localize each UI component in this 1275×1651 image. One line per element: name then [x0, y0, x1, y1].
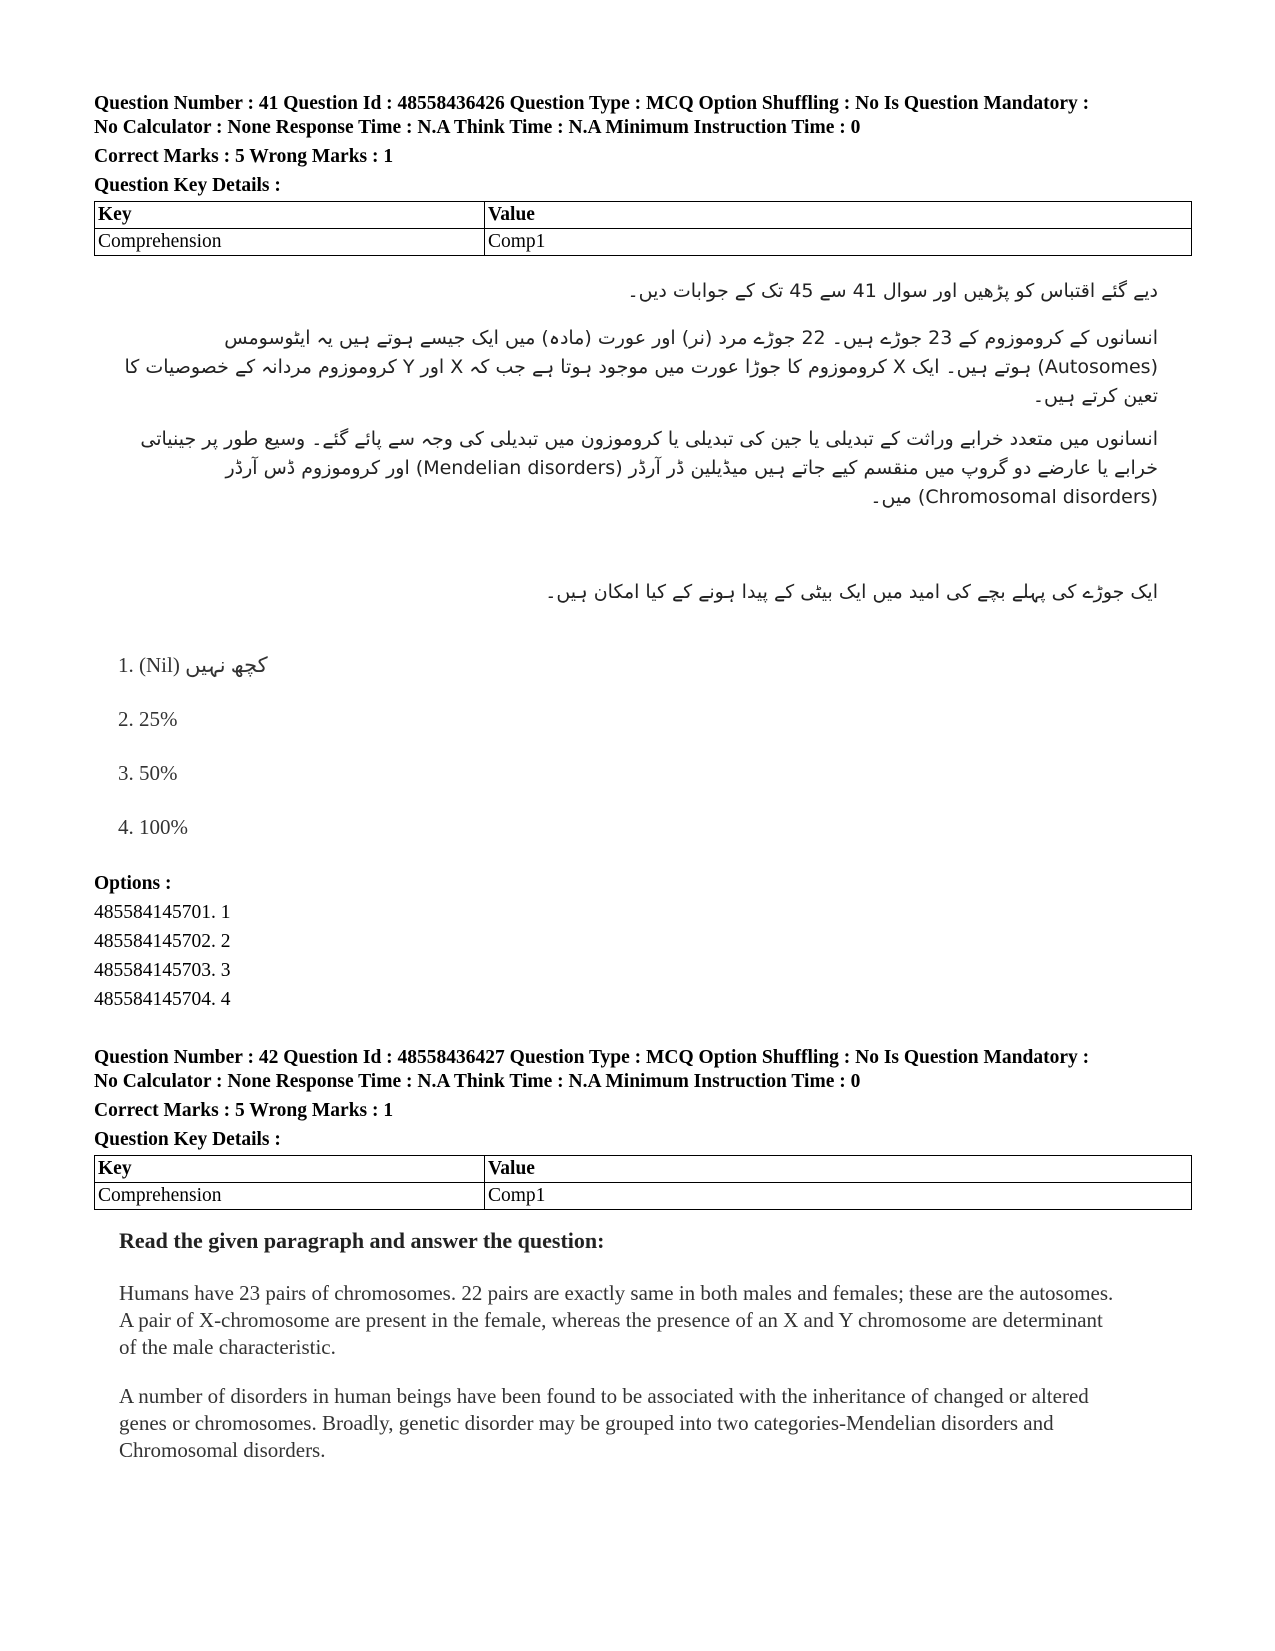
options-list: [94, 870, 231, 1014]
option-id: 485584145702. 2: [94, 931, 231, 952]
key-details-label: Question Key Details :: [94, 1129, 281, 1150]
value-header: Value: [485, 202, 1192, 229]
urdu-question: [118, 578, 1158, 607]
key-header: Key: [95, 202, 485, 229]
value-cell: Comp1: [485, 229, 1192, 256]
answer-choice: 3. 50%: [118, 761, 178, 785]
urdu-paragraph-1: [118, 324, 1158, 411]
table-row: [95, 1183, 1192, 1210]
options-label: Options :: [94, 873, 172, 894]
marks-line: Correct Marks : 5 Wrong Marks : 1: [94, 1100, 394, 1121]
urdu-instruction-text: دیے گئے اقتباس کو پڑھیں اور سوال 41 سے 45 تک کے جوابات دیں۔: [627, 280, 1158, 302]
answer-choice: 2. 25%: [118, 707, 178, 731]
option-id: 485584145701. 1: [94, 902, 231, 923]
question-meta-line1: Question Number : 41 Question Id : 48558436426 Question Type : MCQ Option Shuffling : No Is Question Mandatory :: [94, 93, 1090, 114]
table-row: [95, 229, 1192, 256]
passage-heading: Read the given paragraph and answer the question:: [119, 1228, 605, 1253]
table-header-row: [95, 202, 1192, 229]
option-id: 485584145704. 4: [94, 989, 231, 1010]
value-cell: Comp1: [485, 1183, 1192, 1210]
question-meta-line2: No Calculator : None Response Time : N.A Think Time : N.A Minimum Instruction Time : 0: [94, 117, 861, 138]
answer-choice: 1. (Nil) کچھ نہیں: [118, 653, 268, 677]
key-value-table: [94, 201, 1192, 256]
question-42-header: [94, 1046, 1194, 1210]
passage-paragraph-1: Humans have 23 pairs of chromosomes. 22 pairs are exactly same in both males and females; these are the autosomes. A pair of X-chromosome are present in the female, whereas the presence of an X and Y chromosome are determinant of the male characteristic.: [119, 1281, 1114, 1359]
table-header-row: [95, 1156, 1192, 1183]
passage-paragraph-2: A number of disorders in human beings have been found to be associated with the inheritance of changed or altered genes or chromosomes. Broadly, genetic disorder may be grouped into two categories-Mendelian disorders and Chromosomal disorders.: [119, 1384, 1089, 1462]
urdu-paragraph-1-text: انسانوں کے کروموزوم کے 23 جوڑے ہیں۔ 22 جوڑے مرد (نر) اور عورت (مادہ) میں ایک جیسے ہوتے ہیں یہ ایٹوسومس (Autosomes) ہوتے ہیں۔ ایک X کروموزوم کا جوڑا عورت میں موجود ہوتا ہے جب کہ X اور Y کروموزوم مردانہ کے خصوصیات کا تعین کرتے ہیں۔: [124, 327, 1158, 407]
value-header: Value: [485, 1156, 1192, 1183]
answer-choices: [118, 650, 268, 866]
english-passage: [119, 1228, 1119, 1464]
key-cell: Comprehension: [95, 1183, 485, 1210]
key-value-table: [94, 1155, 1192, 1210]
key-header: Key: [95, 1156, 485, 1183]
key-details-label: Question Key Details :: [94, 175, 281, 196]
marks-line: Correct Marks : 5 Wrong Marks : 1: [94, 146, 394, 167]
urdu-paragraph-2: [118, 425, 1158, 512]
key-cell: Comprehension: [95, 229, 485, 256]
question-41-header: [94, 92, 1194, 256]
question-meta-line2: No Calculator : None Response Time : N.A Think Time : N.A Minimum Instruction Time : 0: [94, 1071, 861, 1092]
urdu-instruction: [118, 277, 1158, 306]
answer-choice: 4. 100%: [118, 815, 188, 839]
question-meta-line1: Question Number : 42 Question Id : 48558436427 Question Type : MCQ Option Shuffling : No Is Question Mandatory :: [94, 1047, 1090, 1068]
question-meta: [94, 1046, 1194, 1094]
option-id: 485584145703. 3: [94, 960, 231, 981]
urdu-paragraph-2-text: انسانوں میں متعدد خرابے وراثت کے تبدیلی یا جین کی تبدیلی یا کروموزون میں تبدیلی کی وجہ سے پائے گئے۔ وسیع طور پر جینیاتی خرابے یا عارضے دو گروپ میں منقسم کیے جاتے ہیں میڈیلین ڈر آرڈر (Mendelian disorders) اور کروموزوم ڈس آرڈر (Chromosomal disorders) میں۔: [140, 428, 1158, 508]
question-meta: [94, 92, 1194, 140]
urdu-question-text: ایک جوڑے کی پہلے بچے کی امید میں ایک بیٹی کے پیدا ہونے کے کیا امکان ہیں۔: [545, 581, 1158, 603]
